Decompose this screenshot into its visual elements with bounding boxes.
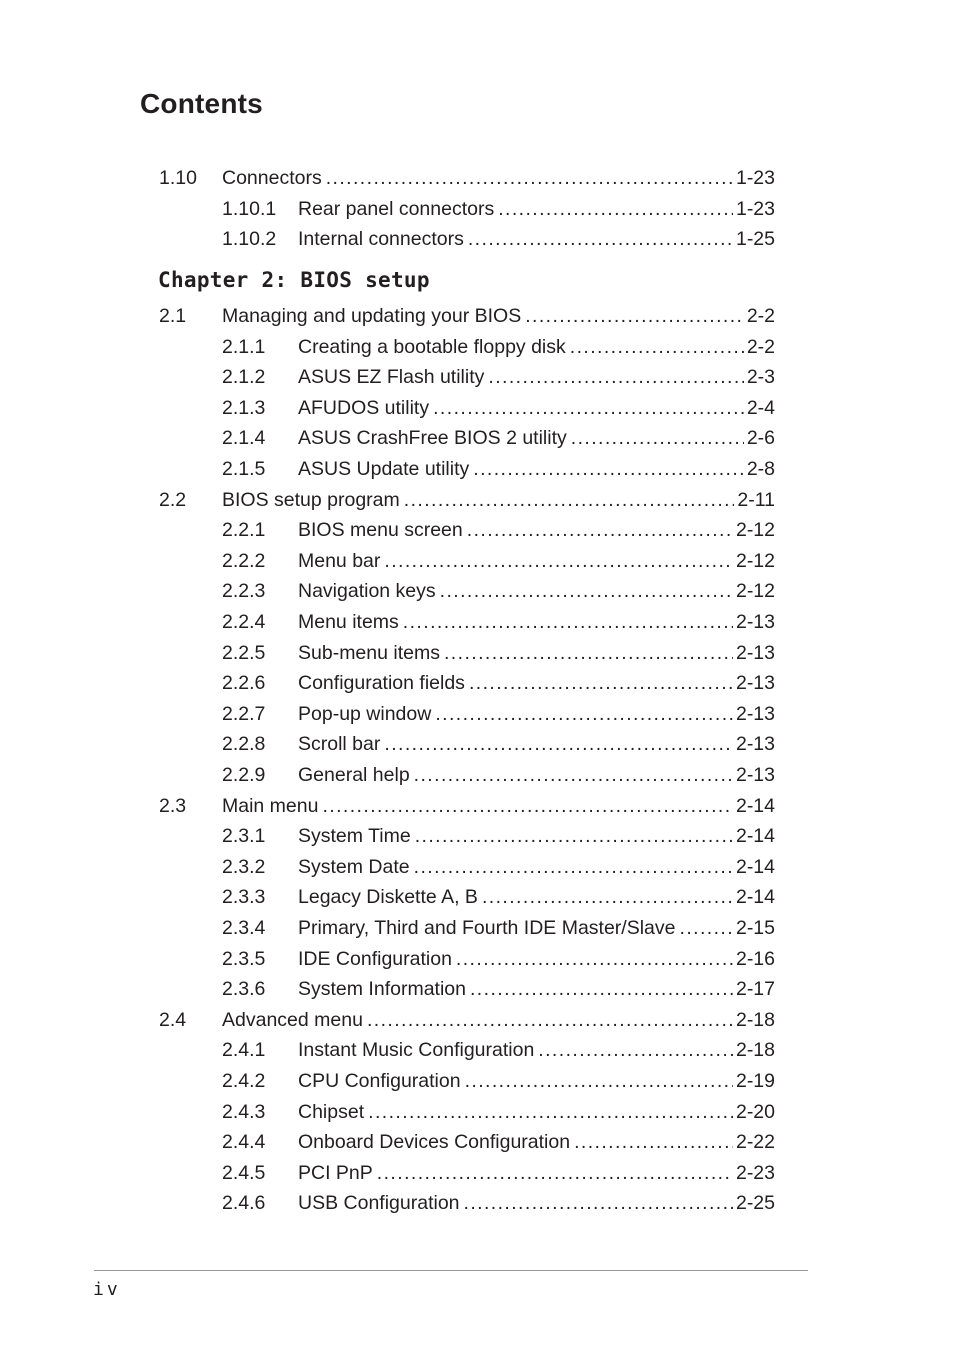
toc-entry-page: 2-16 [735, 947, 775, 970]
toc-entry-title: Legacy Diskette A, B [298, 886, 478, 909]
toc-entry-number: 2.4.2 [222, 1070, 266, 1092]
toc-dot-leader [440, 576, 733, 606]
toc-entry-number: 2.1 [159, 305, 187, 327]
toc-entry[interactable] [222, 882, 775, 912]
toc-entry-title: Internal connectors [298, 228, 464, 251]
toc-entry-page: 2-14 [735, 794, 775, 817]
toc-entry-title: ASUS EZ Flash utility [298, 366, 485, 389]
toc-entry-page: 2-2 [746, 305, 775, 327]
footer-rule [94, 1270, 808, 1271]
toc-entry-title: PCI PnP [298, 1161, 373, 1184]
toc-dot-leader [488, 362, 743, 392]
toc-dot-leader [538, 1035, 733, 1065]
toc-dot-leader [435, 699, 733, 729]
toc-entry-title: ASUS Update utility [298, 458, 470, 480]
toc-entry-title: Instant Music Configuration [298, 1039, 535, 1062]
toc-entry[interactable] [159, 163, 775, 193]
toc-entry[interactable] [222, 699, 775, 729]
toc-dot-leader [404, 485, 735, 515]
toc-entry-page: 2-8 [746, 458, 775, 480]
toc-dot-leader [680, 913, 733, 943]
toc-dot-leader [571, 423, 744, 453]
toc-entry-number: 2.4.1 [222, 1039, 266, 1062]
toc-entry[interactable] [222, 852, 775, 882]
toc-dot-leader [326, 163, 733, 193]
toc-entry[interactable] [222, 515, 775, 545]
toc-entry-title: AFUDOS utility [298, 396, 430, 419]
toc-entry-page: 2-17 [735, 978, 775, 1001]
toc-dot-leader [570, 332, 744, 362]
toc-entry-title: Advanced menu [222, 1008, 363, 1031]
toc-entry-title: Scroll bar [298, 733, 381, 756]
toc-dot-leader [456, 944, 733, 974]
toc-entry-title: Sub-menu items [298, 641, 440, 664]
toc-entry-number: 2.4.3 [222, 1100, 266, 1123]
toc-dot-leader [414, 852, 733, 882]
toc-entry-page: 2-14 [735, 886, 775, 909]
toc-dot-leader [574, 1127, 733, 1157]
toc-entry-number: 2.3 [159, 794, 187, 817]
toc-entry[interactable] [222, 1035, 775, 1065]
toc-entry[interactable] [222, 423, 775, 453]
toc-entry-number: 2.1.3 [222, 396, 266, 419]
toc-entry-number: 2.3.4 [222, 917, 266, 939]
toc-entry[interactable] [222, 729, 775, 759]
footer-page-number: iv [93, 1279, 121, 1300]
chapter-heading: Chapter 2: BIOS setup [158, 268, 430, 292]
toc-dot-leader [465, 1066, 733, 1096]
toc-entry-page: 1-23 [735, 167, 775, 189]
toc-entry-number: 2.3.6 [222, 978, 266, 1001]
toc-entry-number: 2.1.2 [222, 366, 266, 389]
toc-entry-number: 1.10 [159, 167, 197, 189]
toc-dot-leader [322, 791, 733, 821]
toc-entry-number: 2.2.1 [222, 519, 266, 542]
toc-dot-leader [470, 974, 733, 1004]
toc-entry-page: 2-12 [735, 519, 775, 542]
toc-entry-page: 2-2 [746, 335, 775, 358]
toc-entry-page: 2-13 [735, 733, 775, 756]
toc-entry-title: BIOS setup program [222, 488, 400, 511]
toc-entry[interactable] [222, 332, 775, 362]
toc-entry-number: 2.2.5 [222, 641, 266, 664]
toc-entry-number: 1.10.2 [222, 228, 277, 251]
toc-entry[interactable] [222, 1066, 775, 1096]
toc-entry-title: USB Configuration [298, 1192, 460, 1215]
toc-entry[interactable] [159, 791, 775, 821]
toc-entry-page: 2-25 [735, 1192, 775, 1215]
toc-entry[interactable] [222, 362, 775, 392]
toc-dot-leader [384, 729, 733, 759]
toc-entry-page: 2-13 [735, 611, 775, 633]
toc-entry-page: 2-18 [735, 1039, 775, 1062]
toc-entry[interactable] [222, 1188, 775, 1218]
toc-entry[interactable] [222, 913, 775, 943]
toc-entry-title: System Date [298, 855, 410, 878]
toc-entry-title: CPU Configuration [298, 1070, 461, 1092]
toc-entry-page: 1-23 [735, 197, 775, 220]
toc-entry-number: 2.4 [159, 1008, 187, 1031]
toc-entry-title: System Information [298, 978, 466, 1001]
toc-entry[interactable] [222, 944, 775, 974]
toc-entry[interactable] [222, 224, 775, 254]
toc-entry-page: 2-12 [735, 549, 775, 572]
toc-entry-title: Pop-up window [298, 702, 432, 725]
toc-dot-leader [377, 1158, 733, 1188]
toc-entry-title: BIOS menu screen [298, 519, 463, 542]
toc-entry-page: 2-3 [746, 366, 775, 389]
page-title: Contents [140, 88, 263, 119]
toc-entry-number: 2.2.9 [222, 764, 266, 786]
toc-dot-leader [473, 454, 744, 484]
toc-dot-leader [367, 1005, 733, 1035]
toc-entry-page: 2-6 [746, 427, 775, 450]
toc-entry-page: 1-25 [735, 228, 775, 251]
toc-entry-title: Rear panel connectors [298, 197, 495, 220]
toc-entry-number: 2.4.6 [222, 1192, 266, 1215]
toc-entry-number: 2.3.1 [222, 825, 266, 848]
toc-entry-page: 2-4 [746, 396, 775, 419]
toc-entry-title: Creating a bootable floppy disk [298, 335, 566, 358]
toc-entry-page: 2-20 [735, 1100, 775, 1123]
toc-dot-leader [467, 515, 733, 545]
toc-entry[interactable] [222, 393, 775, 423]
toc-entry-title: Menu items [298, 611, 399, 633]
toc-dot-leader [498, 194, 733, 224]
toc-entry[interactable] [159, 485, 775, 515]
toc-entry-number: 2.4.5 [222, 1161, 266, 1184]
toc-entry-title: Main menu [222, 794, 319, 817]
toc-entry-number: 2.1.5 [222, 458, 266, 480]
toc-entry-page: 2-19 [735, 1070, 775, 1092]
toc-entry-page: 2-22 [735, 1131, 775, 1154]
toc-dot-leader [464, 1188, 733, 1218]
toc-entry-page: 2-14 [735, 855, 775, 878]
toc-entry-title: ASUS CrashFree BIOS 2 utility [298, 427, 567, 450]
toc-entry-number: 2.3.2 [222, 855, 266, 878]
toc-entry-title: System Time [298, 825, 411, 848]
toc-entry-number: 2.2.6 [222, 672, 266, 695]
toc-dot-leader [469, 668, 733, 698]
toc-entry-title: IDE Configuration [298, 947, 452, 970]
toc-entry-number: 2.1.1 [222, 335, 266, 358]
toc-dot-leader [433, 393, 744, 423]
toc-entry-page: 2-18 [735, 1008, 775, 1031]
toc-dot-leader [368, 1097, 733, 1127]
toc-entry-page: 2-13 [735, 672, 775, 695]
toc-entry-title: Navigation keys [298, 580, 436, 603]
toc-dot-leader [525, 301, 744, 331]
toc-entry[interactable] [222, 638, 775, 668]
toc-entry-number: 1.10.1 [222, 197, 277, 220]
toc-entry-page: 2-23 [735, 1161, 775, 1184]
toc-entry[interactable] [222, 974, 775, 1004]
toc-entry-title: Chipset [298, 1100, 365, 1123]
toc-dot-leader [384, 546, 733, 576]
toc-entry[interactable] [159, 1005, 775, 1035]
toc-dot-leader [482, 882, 733, 912]
toc-entry-number: 2.3.5 [222, 947, 266, 970]
toc-entry[interactable] [222, 454, 775, 484]
toc-entry-number: 2.2.8 [222, 733, 266, 756]
toc-entry[interactable] [222, 1127, 775, 1157]
toc-entry[interactable] [222, 607, 775, 637]
toc-dot-leader [415, 821, 733, 851]
toc-entry-page: 2-11 [737, 488, 775, 511]
toc-entry-title: Menu bar [298, 549, 381, 572]
toc-entry[interactable] [222, 760, 775, 790]
toc-dot-leader [403, 607, 733, 637]
toc-entry[interactable] [222, 1158, 775, 1188]
toc-entry-title: General help [298, 764, 410, 786]
toc-entry-number: 2.2.3 [222, 580, 266, 603]
toc-entry[interactable] [159, 301, 775, 331]
toc-entry-page: 2-13 [735, 641, 775, 664]
toc-entry-title: Configuration fields [298, 672, 465, 695]
toc-dot-leader [414, 760, 733, 790]
toc-entry[interactable] [222, 668, 775, 698]
toc-entry[interactable] [222, 1097, 775, 1127]
toc-entry-title: Onboard Devices Configuration [298, 1131, 571, 1154]
toc-entry[interactable] [222, 576, 775, 606]
toc-dot-leader [444, 638, 733, 668]
toc-entry-number: 2.2.2 [222, 549, 266, 572]
toc-entry-number: 2.2 [159, 488, 187, 511]
toc-entry-page: 2-13 [735, 702, 775, 725]
toc-dot-leader [468, 224, 733, 254]
toc-entry[interactable] [222, 546, 775, 576]
toc-entry-number: 2.4.4 [222, 1131, 266, 1154]
toc-entry-number: 2.2.4 [222, 611, 266, 633]
toc-entry-page: 2-15 [735, 917, 775, 939]
toc-entry-page: 2-12 [735, 580, 775, 603]
toc-entry-title: Connectors [222, 167, 322, 189]
toc-entry[interactable] [222, 194, 775, 224]
toc-entry-page: 2-14 [735, 825, 775, 848]
toc-entry-number: 2.3.3 [222, 886, 266, 909]
toc-entry-page: 2-13 [735, 764, 775, 786]
toc-entry-title: Managing and updating your BIOS [222, 305, 522, 327]
toc-entry-number: 2.1.4 [222, 427, 266, 450]
toc-entry-title: Primary, Third and Fourth IDE Master/Slave [298, 917, 676, 939]
toc-entry[interactable] [222, 821, 775, 851]
toc-entry-number: 2.2.7 [222, 702, 266, 725]
